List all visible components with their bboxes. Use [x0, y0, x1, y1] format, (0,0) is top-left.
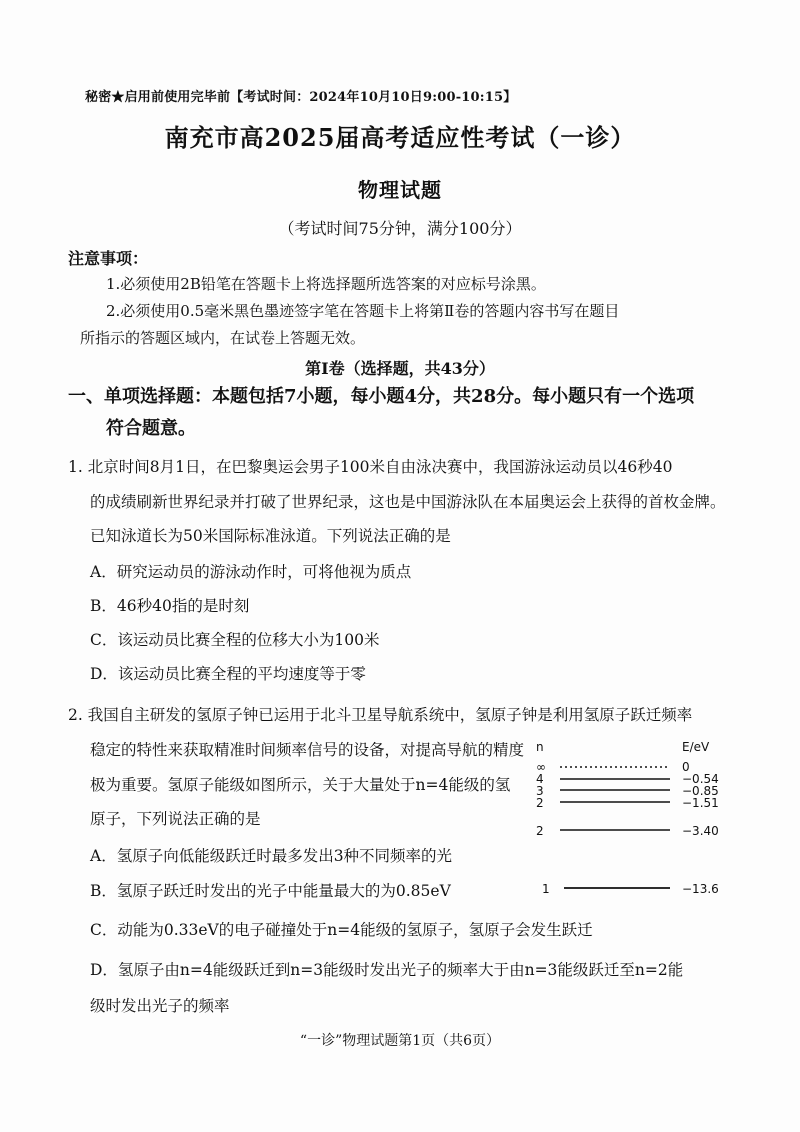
subject-title: 物理试题 [358, 178, 442, 202]
q2-stem-line2: 稳定的特性来获取精准时间频率信号的设备，对提高导航的精度 [90, 741, 525, 759]
level-n-4: 4 [536, 772, 544, 786]
q2-stem-line3: 极为重要。氢原子能级如图所示，关于大量处于n=4能级的氢 [90, 776, 511, 794]
q1-stem-line2: 的成绩刷新世界纪录并打破了世界纪录，这也是中国游泳队在本届奥运会上获得的首枚金牌。 [90, 493, 726, 511]
q2-option-d-cont: 级时发出光子的频率 [90, 997, 230, 1015]
level-energy-1: −13.6 [682, 882, 719, 896]
q1-option-a: A．研究运动员的游泳动作时，可将他视为质点 [90, 563, 412, 581]
level-n-inf: ∞ [536, 760, 546, 774]
q1-option-c: C．该运动员比赛全程的位移大小为100米 [90, 631, 380, 649]
part-heading: 一、单项选择题：本题包括7小题，每小题4分，共28分。每小题只有一个选项 [68, 386, 695, 407]
q1-option-b: B．46秒40指的是时刻 [90, 597, 250, 615]
exam-time-info: （考试时间75分钟，满分100分） [278, 219, 522, 238]
notice-item-1: 1.必须使用2B铅笔在答题卡上将选择题所选答案的对应标号涂黑。 [106, 275, 546, 293]
notice-item-2: 2.必须使用0.5毫米黑色墨迹签字笔在答题卡上将第Ⅱ卷的答题内容书写在题目 [106, 302, 620, 320]
level-energy-2a: −1.51 [682, 796, 719, 810]
level-energy-4: −0.54 [682, 772, 719, 786]
energy-level-diagram [530, 735, 740, 905]
notice-item-2-cont: 所指示的答题区域内，在试卷上答题无效。 [80, 329, 366, 347]
q1-stem-line1: 1. 北京时间8月1日，在巴黎奥运会男子100米自由泳决赛中，我国游泳运动员以46秒40 [68, 458, 673, 476]
q2-stem-line1: 2. 我国自主研发的氢原子钟已运用于北斗卫星导航系统中，氢原子钟是利用氢原子跃迁频率 [68, 706, 693, 724]
q2-option-d: D．氢原子由n=4能级跃迁到n=3能级时发出光子的频率大于由n=3能级跃迁至n=2能 [90, 961, 684, 979]
notice-heading: 注意事项： [68, 249, 149, 268]
level-energy-2: −3.40 [682, 824, 719, 838]
q1-stem-line3: 已知泳道长为50米国际标准泳道。下列说法正确的是 [90, 527, 451, 545]
q2-option-a: A．氢原子向低能级跃迁时最多发出3种不同频率的光 [90, 847, 453, 865]
q2-option-c: C．动能为0.33eV的电子碰撞处于n=4能级的氢原子，氢原子会发生跃迁 [90, 921, 593, 939]
q2-option-b: B．氢原子跃迁时发出的光子中能量最大的为0.85eV [90, 882, 451, 900]
diagram-n-header: n [536, 740, 544, 754]
secret-line: 秘密★启用前使用完毕前【考试时间：2024年10月10日9:00-10:15】 [85, 90, 517, 105]
exam-title: 南充市高2025届高考适应性考试（一诊） [164, 123, 636, 152]
level-n-1: 1 [542, 882, 550, 896]
section-title: 第Ⅰ卷（选择题，共43分） [305, 359, 495, 378]
level-n-2a: 2 [536, 796, 544, 810]
diagram-energy-header: E/eV [682, 740, 710, 754]
q1-option-d: D．该运动员比赛全程的平均速度等于零 [90, 665, 366, 683]
level-n-2: 2 [536, 824, 544, 838]
q2-stem-line4: 原子，下列说法正确的是 [90, 810, 261, 828]
level-n-3: 3 [536, 784, 544, 798]
page-footer: “一诊”物理试题第1页（共6页） [299, 1033, 501, 1049]
part-heading-cont: 符合题意。 [106, 418, 196, 439]
level-energy-inf: 0 [682, 760, 690, 774]
level-energy-3: −0.85 [682, 784, 719, 798]
